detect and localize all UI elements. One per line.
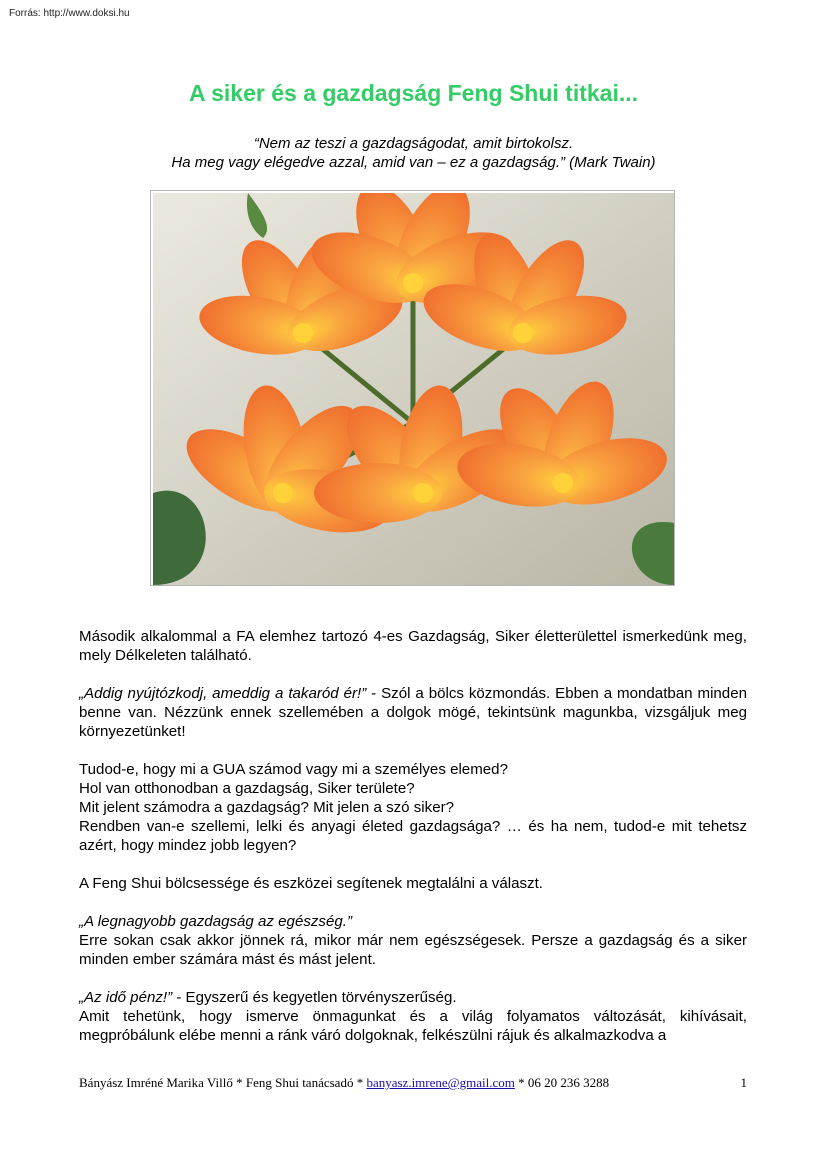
paragraph-time [79,988,747,1007]
quote-line-2-text: Ha meg vagy elégedve azzal, amid van – ez a gazdagság.” [171,154,565,171]
quote-line-1: “Nem az teszi a gazdagságodat, amit birtokolsz. [253,135,574,152]
mark-twain-quote [0,134,827,172]
page-footer [79,1075,747,1091]
footer-email-link[interactable]: banyasz.imrene@gmail.com [366,1075,515,1090]
footer-author: Bányász Imréné Marika Villő * Feng Shui tanácsadó * [79,1075,367,1090]
paragraph-intro: Második alkalommal a FA elemhez tartozó 4-es Gazdagság, Siker életterülettel ismerkedünk meg, mely Délkeleten található. [79,628,747,664]
article-body [79,627,747,1045]
paragraph-adapt: Amit tehetünk, hogy ismerve önmagunkat és a világ folyamatos változását, kihívásait, megpróbálunk elébe menni a ránk váró dolgoknak, felkészülni rájuk és alkalmazkodva a [79,1008,747,1044]
time-quote: „Az idő pénz!” [79,989,173,1006]
flower-photo [150,190,675,586]
question-gua: Tudod-e, hogy mi a GUA számod vagy mi a személyes elemed? [79,761,508,778]
question-balance: Rendben van-e szellemi, lelki és anyagi életed gazdagsága? … és ha nem, tudod-e mit tehetsz azért, hogy mindez jobb legyen? [79,818,747,854]
health-text: Erre sokan csak akkor jönnek rá, mikor már nem egészségesek. Persze a gazdagság és a siker minden ember számára mást és mást jelent. [79,932,747,968]
source-label: Forrás: http://www.doksi.hu [9,8,130,19]
clivia-flower-image [153,193,674,585]
time-text: - Egyszerű és kegyetlen törvényszerűség. [172,989,457,1006]
health-quote: „A legnagyobb gazdagság az egészség.” [79,913,352,930]
page-number: 1 [740,1075,747,1090]
paragraph-proverb [79,684,747,741]
question-meaning: Mit jelent számodra a gazdagság? Mit jelen a szó siker? [79,799,455,816]
paragraph-health [79,912,747,969]
quote-line-2 [0,153,827,172]
page-title: A siker és a gazdagság Feng Shui titkai... [188,80,639,106]
paragraph-wisdom: A Feng Shui bölcsessége és eszközei segítenek megtalálni a választ. [79,875,543,892]
quote-author: (Mark Twain) [565,154,656,171]
proverb-text: - Szól a bölcs közmondás. Ebben a mondatban minden benne van. Nézzünk ennek szellemében a dolgok mögé, tekintsünk magunkba, vizsgáljuk meg környezetünket! [79,685,747,740]
question-home: Hol van otthonodban a gazdagság, Siker területe? [79,780,415,797]
footer-phone: * 06 20 236 3288 [514,1075,610,1090]
proverb-quote: „Addig nyújtózkodj, ameddig a takaród ér!” [79,685,367,702]
